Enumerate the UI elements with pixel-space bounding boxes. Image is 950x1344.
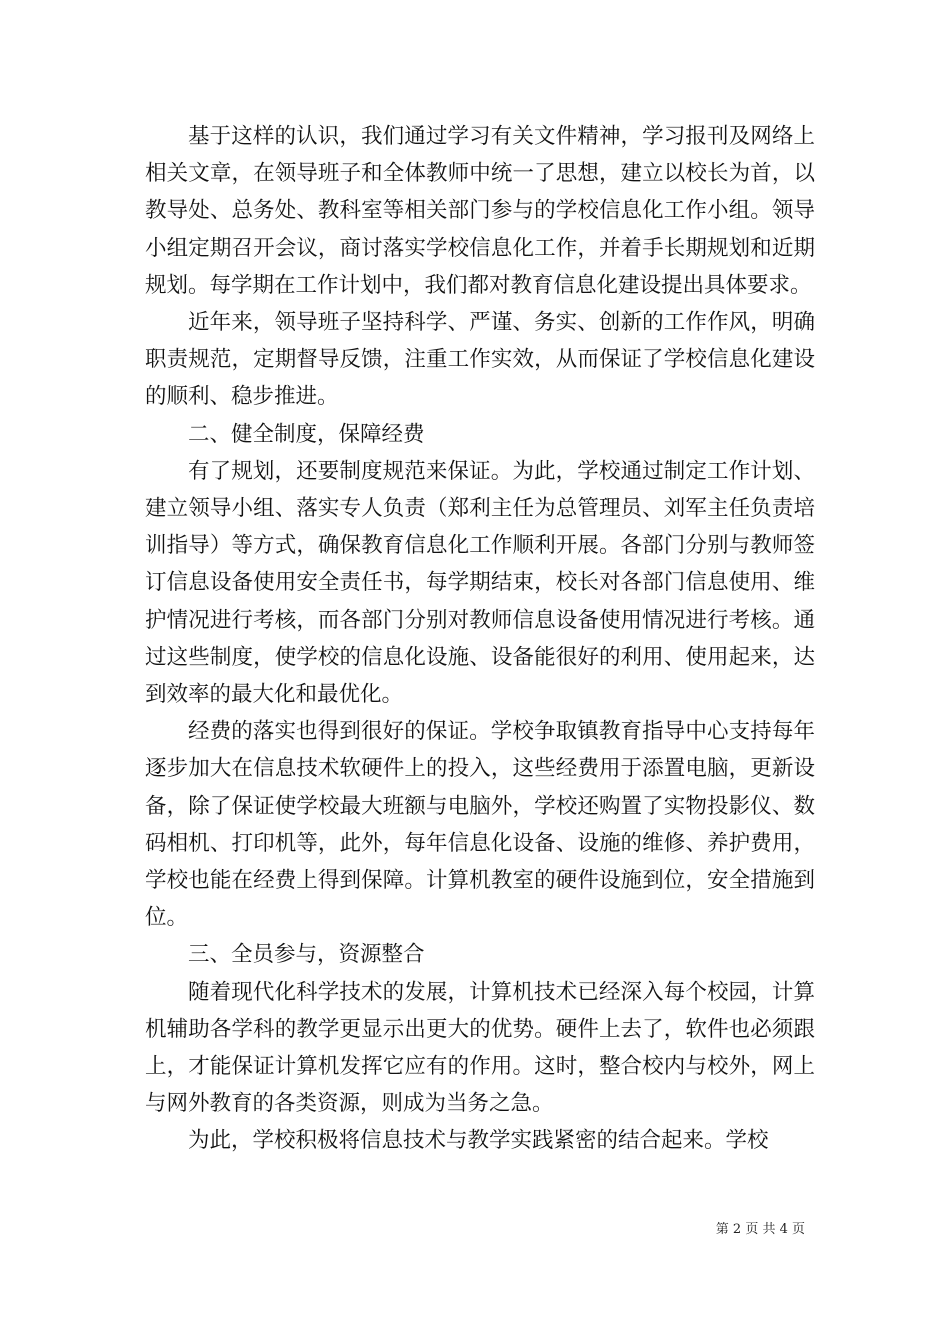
document-body bbox=[145, 118, 815, 1160]
paragraph-technology-development: 随着现代化科学技术的发展，计算机技术已经深入每个校园，计算机辅助各学科的教学更显示出更大的优势。硬件上去了，软件也必须跟上，才能保证计算机发挥它应有的作用。这时，整合校内与校外，网上与网外教育的各类资源，则成为当务之急。 bbox=[145, 979, 815, 1117]
section-heading-participation-resources: 三、全员参与，资源整合 bbox=[188, 942, 425, 968]
paragraph-consensus: 基于这样的认识，我们通过学习有关文件精神，学习报刊及网络上相关文章，在领导班子和全体教师中统一了思想，建立以校长为首，以教导处、总务处、教科室等相关部门参与的学校信息化工作小组。领导小组定期召开会议，商讨落实学校信息化工作，并着手长期规划和近期规划。每学期在工作计划中，我们都对教育信息化建设提出具体要求。 bbox=[145, 124, 815, 298]
paragraph-leadership-style: 近年来，领导班子坚持科学、严谨、务实、创新的工作作风，明确职责规范，定期督导反馈，注重工作实效，从而保证了学校信息化建设的顺利、稳步推进。 bbox=[145, 310, 815, 410]
paragraph-system-rules: 有了规划，还要制度规范来保证。为此，学校通过制定工作计划、建立领导小组、落实专人负责（郑利主任为总管理员、刘军主任负责培训指导）等方式，确保教育信息化工作顺利开展。各部门分别与教师签订信息设备使用安全责任书，每学期结束，校长对各部门信息使用、维护情况进行考核，而各部门分别对教师信息设备使用情况进行考核。通过这些制度，使学校的信息化设施、设备能很好的利用、使用起来，达到效率的最大化和最优化。 bbox=[145, 458, 815, 708]
section-heading-system-funding: 二、健全制度，保障经费 bbox=[188, 421, 425, 447]
page-number: 第 2 页 共 4 页 bbox=[715, 1222, 805, 1237]
paragraph-funding: 经费的落实也得到很好的保证。学校争取镇教育指导中心支持每年逐步加大在信息技术软硬件上的投入，这些经费用于添置电脑，更新设备，除了保证使学校最大班额与电脑外，学校还购置了实物投影仪、数码相机、打印机等，此外，每年信息化设备、设施的维修、养护费用，学校也能在经费上得到保障。计算机教室的硬件设施到位，安全措施到位。 bbox=[145, 719, 815, 931]
paragraph-integration: 为此，学校积极将信息技术与教学实践紧密的结合起来。学校 bbox=[188, 1128, 769, 1154]
